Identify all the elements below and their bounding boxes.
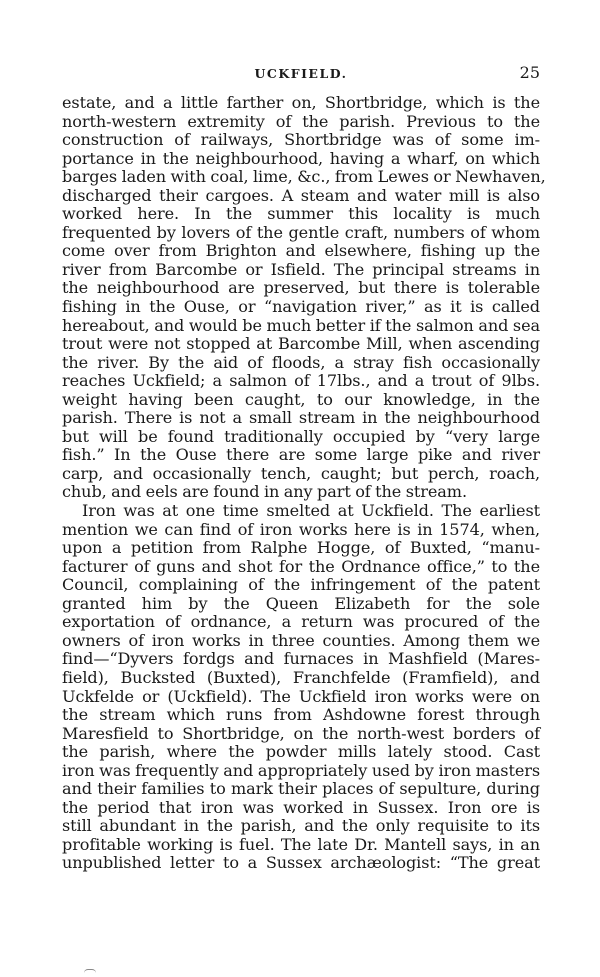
page-number: 25 [519, 63, 540, 82]
text-line: granted him by the Queen Elizabeth for the sole [62, 593, 540, 613]
text-line: the period that iron was worked in Sussex. Iron ore is [62, 797, 540, 817]
paragraph-start-line: Iron was at one time smelted at Uckfield. The earliest [82, 501, 540, 521]
text-line: portance in the neighbourhood, having a wharf, on which [62, 148, 540, 168]
text-line: carp, and occasionally tench, caught; but perch, roach, [62, 463, 540, 483]
text-line: still abundant in the parish, and the only requisite to its [62, 816, 540, 836]
text-line: construction of railways, Shortbridge was of some im- [62, 130, 540, 150]
text-line: north-western extremity of the parish. Previous to the [62, 111, 540, 131]
text-line: find—“Dyvers fordgs and furnaces in Mashfield (Mares- [62, 649, 540, 669]
text-line: frequented by lovers of the gentle craft, numbers of whom [62, 222, 540, 242]
text-line: Council, complaining of the infringement of the patent [62, 575, 540, 595]
text-line: the river. By the aid of floods, a stray fish occasionally [62, 352, 540, 372]
text-line: the parish, where the powder mills lately stood. Cast [62, 742, 540, 762]
paragraph-end-line: chub, and eels are found in any part of the stream. [62, 482, 467, 502]
text-line: reaches Uckfield; a salmon of 17lbs., and a trout of 9lbs. [62, 371, 540, 391]
text-line: Uckfelde or (Uckfield). The Uckfield iron works were on [62, 686, 540, 706]
text-line: river from Barcombe or Isfield. The principal streams in [62, 259, 540, 279]
running-head [62, 63, 540, 83]
text-line: trout were not stopped at Barcombe Mill, when ascending [62, 334, 540, 354]
text-line: owners of iron works in three counties. Among them we [62, 630, 540, 650]
text-line: worked here. In the summer this locality is much [62, 204, 540, 224]
text-line: come over from Brighton and elsewhere, fishing up the [62, 241, 540, 261]
text-line: hereabout, and would be much better if the salmon and sea [62, 315, 540, 335]
text-line: iron was frequently and appropriately used by iron masters [62, 760, 540, 780]
text-line: profitable working is fuel. The late Dr. Mantell says, in an [62, 834, 540, 854]
text-line: weight having been caught, to our knowledge, in the [62, 389, 540, 409]
text-line: upon a petition from Ralphe Hogge, of Buxted, “manu- [62, 538, 540, 558]
text-line: fish.” In the Ouse there are some large pike and river [62, 445, 540, 465]
text-line: mention we can find of iron works here is in 1574, when, [62, 519, 540, 539]
page-edge-mark [84, 969, 96, 973]
text-line: barges laden with coal, lime, &c., from Lewes or Newhaven, [62, 167, 546, 187]
text-line: parish. There is not a small stream in the neighbourhood [62, 408, 540, 428]
text-line: fishing in the Ouse, or “navigation river,” as it is called [62, 297, 540, 317]
text-line: field), Bucksted (Buxted), Franchfelde (Framfield), and [62, 667, 540, 687]
text-line: facturer of guns and shot for the Ordnance office,” to the [62, 556, 540, 576]
running-title: UCKFIELD. [254, 66, 348, 81]
body-text [62, 93, 546, 873]
text-line: but will be found traditionally occupied by “very large [62, 426, 540, 446]
text-line: estate, and a little farther on, Shortbridge, which is the [62, 93, 540, 112]
text-line: discharged their cargoes. A steam and water mill is also [62, 185, 540, 205]
text-line: exportation of ordnance, a return was procured of the [62, 612, 540, 632]
text-line: the neighbourhood are preserved, but there is tolerable [62, 278, 540, 298]
text-line: and their families to mark their places of sepulture, during [62, 779, 540, 799]
text-line: unpublished letter to a Sussex archæologist: “The great [62, 853, 540, 873]
text-line: the stream which runs from Ashdowne forest through [62, 705, 540, 725]
text-line: Maresfield to Shortbridge, on the north-west borders of [62, 723, 540, 743]
